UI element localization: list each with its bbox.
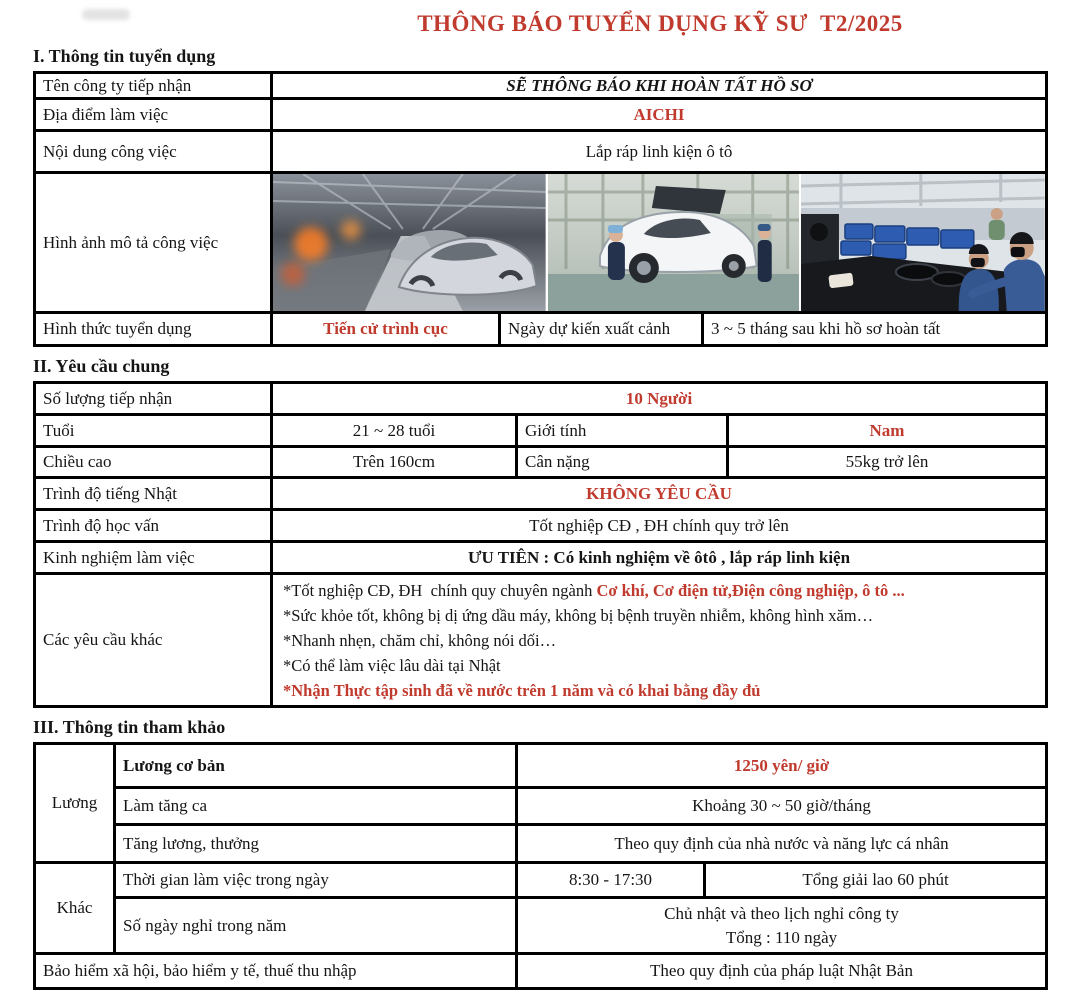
overtime-value: Khoảng 30 ~ 50 giờ/tháng [518, 789, 1045, 823]
japanese-value: KHÔNG YÊU CẦU [273, 479, 1045, 508]
form-label: Hình thức tuyển dụng [36, 314, 270, 344]
departure-label: Ngày dự kiến xuất cảnh [501, 314, 701, 344]
reference-info-table [33, 742, 1048, 990]
overtime-label: Làm tăng ca [116, 789, 515, 823]
raise-value: Theo quy định của nhà nước và năng lực cá nhân [518, 826, 1045, 861]
salary-group-label: Lương [36, 745, 113, 861]
insurance-value: Theo quy định của pháp luật Nhật Bản [518, 955, 1045, 987]
break-value: Tổng giải lao 60 phút [706, 864, 1045, 896]
other-requirements-label: Các yêu cầu khác [36, 575, 270, 705]
weight-label: Cân nặng [518, 448, 726, 476]
general-requirements-table [33, 381, 1048, 708]
form-value: Tiến cử trình cục [273, 314, 498, 344]
education-label: Trình độ học vấn [36, 511, 270, 540]
holidays-label: Số ngày nghỉ trong năm [116, 899, 515, 952]
weight-value: 55kg trở lên [729, 448, 1045, 476]
section3-heading: III. Thông tin tham khảo [33, 717, 226, 737]
experience-label: Kinh nghiệm làm việc [36, 543, 270, 572]
gender-value: Nam [729, 416, 1045, 445]
other-line-4: *Có thể làm việc lâu dài tại Nhật [283, 655, 501, 675]
white-car-lift-assembly-photo [548, 174, 800, 311]
job-photos-strip [273, 174, 1045, 311]
japanese-label: Trình độ tiếng Nhật [36, 479, 270, 508]
scan-artifact [82, 9, 130, 20]
other-line-3: *Nhanh nhẹn, chăm chỉ, không nói dối… [283, 630, 557, 650]
quantity-label: Số lượng tiếp nhận [36, 384, 270, 413]
experience-value: ƯU TIÊN : Có kinh nghiệm về ôtô , lắp ráp linh kiện [273, 543, 1045, 572]
other-line-5: *Nhận Thực tập sinh đã về nước trên 1 năm và có khai bằng đầy đủ [283, 680, 761, 700]
section1-heading: I. Thông tin tuyển dụng [33, 46, 216, 66]
holidays-value-line-1: Chủ nhật và theo lịch nghỉ công ty [664, 903, 899, 923]
gender-label: Giới tính [518, 416, 726, 445]
location-value: AICHI [273, 100, 1045, 129]
age-label: Tuổi [36, 416, 270, 445]
company-label: Tên công ty tiếp nhận [36, 74, 270, 97]
base-salary-label: Lương cơ bản [116, 745, 515, 786]
education-value: Tốt nghiệp CĐ , ĐH chính quy trở lên [273, 511, 1045, 540]
recruitment-info-table [33, 71, 1048, 347]
holidays-value [518, 899, 1045, 952]
car-body-assembly-line-photo [273, 174, 546, 311]
departure-value: 3 ~ 5 tháng sau khi hồ sơ hoàn tất [704, 314, 1045, 344]
workers-parts-line-photo [801, 174, 1045, 311]
quantity-value: 10 Người [273, 384, 1045, 413]
insurance-label: Bảo hiểm xã hội, bảo hiểm y tế, thuế thu nhập [36, 955, 515, 987]
company-value: SẼ THÔNG BÁO KHI HOÀN TẤT HỒ SƠ [273, 74, 1045, 97]
holidays-value-line-2: Tổng : 110 ngày [725, 927, 838, 947]
other-requirements-value [273, 575, 1045, 705]
other-line-1-highlight: Cơ khí, Cơ điện tử,Điện công nghiệp, ô tô ... [596, 580, 905, 600]
height-value: Trên 160cm [273, 448, 515, 476]
photos-label: Hình ảnh mô tả công việc [36, 174, 270, 311]
section2-heading: II. Yêu cầu chung [33, 356, 170, 376]
other-line-2: *Sức khỏe tốt, không bị dị ứng dầu máy, không bị bệnh truyền nhiễm, không hình xăm… [283, 605, 874, 625]
working-hours-label: Thời gian làm việc trong ngày [116, 864, 515, 896]
job-value: Lắp ráp linh kiện ô tô [273, 132, 1045, 171]
height-label: Chiều cao [36, 448, 270, 476]
age-value: 21 ~ 28 tuổi [273, 416, 515, 445]
other-line-1 [283, 578, 905, 603]
other-group-label: Khác [36, 864, 113, 952]
base-salary-value: 1250 yên/ giờ [518, 745, 1045, 786]
page-title: THÔNG BÁO TUYỂN DỤNG KỸ SƯ T2/2025 [417, 11, 903, 36]
raise-label: Tăng lương, thưởng [116, 826, 515, 861]
location-label: Địa điểm làm việc [36, 100, 270, 129]
other-line-1-prefix: *Tốt nghiệp CĐ, ĐH chính quy chuyên ngành [283, 580, 597, 600]
job-label: Nội dung công việc [36, 132, 270, 171]
working-hours-value: 8:30 - 17:30 [518, 864, 703, 896]
